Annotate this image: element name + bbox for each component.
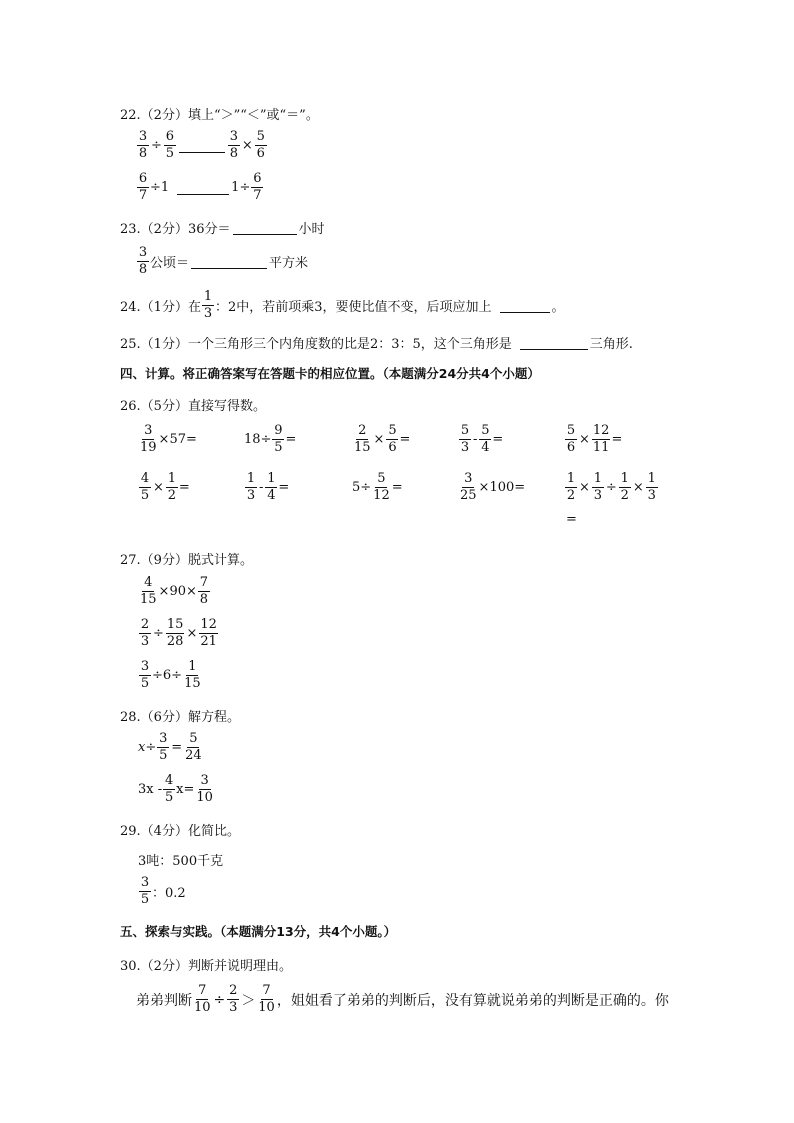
expr-text: = — [566, 512, 577, 527]
fraction: $\frac{1}{2}$ — [620, 471, 629, 503]
fraction: $\frac{3}{19}$ — [140, 423, 157, 455]
section-title-text: 四、计算。将正确答案写在答题卡的相应位置。（本题满分24分共4个小题） — [120, 366, 540, 381]
fraction: $\frac{3}{10}$ — [196, 773, 213, 805]
expr-text: x= — [176, 782, 195, 797]
expr-text: = — [399, 432, 411, 447]
expr-text: = — [285, 432, 297, 447]
fraction: $\frac{7}{10}$ — [258, 983, 275, 1015]
fraction: $\frac{9}{5}$ — [274, 423, 283, 455]
answer-blank[interactable] — [191, 255, 267, 269]
fraction: $\frac{3}{5}$ — [140, 659, 150, 691]
expr-text: ÷1 — [150, 180, 170, 195]
fraction: $\frac{1}{3}$ — [203, 289, 213, 321]
expr-text: = — [278, 480, 290, 495]
q29-row2 — [138, 876, 186, 907]
operator: - — [473, 432, 478, 447]
expr-text: x÷ — [138, 740, 157, 755]
q26-expr-7 — [244, 472, 289, 503]
operator: ÷ — [605, 480, 617, 495]
fraction: $\frac{6}{7}$ — [253, 171, 262, 203]
fraction: $\frac{5}{24}$ — [185, 731, 202, 763]
fraction: $\frac{1}{4}$ — [267, 471, 276, 503]
fraction: $\frac{2}{3}$ — [140, 617, 150, 649]
fraction: $\frac{1}{3}$ — [647, 471, 656, 503]
operator: × — [373, 432, 385, 447]
operator: ÷ — [213, 991, 226, 1008]
q26-expr-10 — [564, 472, 659, 503]
operator: = — [171, 740, 183, 755]
fraction: $\frac{6}{7}$ — [138, 171, 148, 203]
q24-text: ：2中，若前项乘3，要使比值不变，后项应加上 — [214, 300, 492, 315]
q27-header — [120, 549, 253, 568]
q27-row2 — [138, 618, 219, 649]
fraction: $\frac{3}{5}$ — [140, 875, 150, 907]
q27-row1 — [138, 576, 211, 607]
expr-text: = — [492, 432, 504, 447]
q28-header-text: 28.（6分）解方程。 — [120, 710, 240, 725]
q30-header-text: 30.（2分）判断并说明理由。 — [120, 959, 292, 974]
expr-text: 18÷ — [244, 432, 272, 447]
q24-line — [120, 290, 565, 321]
operator: ÷ — [151, 138, 162, 153]
operator: ÷ — [153, 626, 164, 641]
operator: × — [186, 626, 198, 641]
q29-header — [120, 820, 240, 839]
operator: - — [259, 480, 264, 495]
expr-text: ：0.2 — [152, 886, 186, 901]
q26-header — [120, 395, 266, 414]
fraction: $\frac{3}{8}$ — [138, 129, 148, 161]
q30-body — [136, 984, 669, 1015]
q26-expr-9 — [458, 472, 525, 503]
operator: × — [632, 480, 644, 495]
fraction: $\frac{5}{12}$ — [373, 471, 390, 503]
answer-blank[interactable] — [179, 139, 225, 153]
expr-text: 5÷ — [352, 480, 372, 495]
answer-blank[interactable] — [177, 181, 229, 195]
q22-header-text: 22.（2分）填上“＞”“＜”或“＝”。 — [120, 108, 319, 123]
fraction: $\frac{1}{15}$ — [184, 659, 201, 691]
section-title-text: 五、探索与实践。（本题满分13分，共4个小题。） — [120, 924, 397, 939]
q26-expr-5 — [564, 424, 622, 455]
q26-expr-3 — [352, 424, 410, 455]
q28-row2 — [138, 774, 215, 805]
section-four-title — [120, 364, 540, 382]
expr-text: 弟弟判断 — [136, 992, 192, 1009]
q26-expr-1 — [138, 424, 197, 455]
expr-text: 公顷＝ — [150, 256, 190, 271]
q26-header-text: 26.（5分）直接写得数。 — [120, 399, 266, 414]
q24-text: 。 — [551, 300, 565, 315]
q29-row1 — [138, 850, 223, 869]
q26-expr-8 — [352, 472, 403, 503]
answer-blank[interactable] — [500, 299, 550, 313]
q22-row1 — [136, 130, 268, 161]
fraction: $\frac{7}{10}$ — [194, 983, 211, 1015]
q23-line1 — [120, 218, 325, 237]
unit-text: 小时 — [298, 222, 325, 237]
q28-row1 — [138, 732, 204, 763]
fraction: $\frac{1}{2}$ — [167, 471, 177, 503]
q26-expr-10-equals — [566, 512, 577, 527]
q23-line2 — [136, 246, 308, 277]
fraction: $\frac{5}{6}$ — [388, 423, 397, 455]
q25-text: 25.（1分）一个三角形三个内角度数的比是2：3：5，这个三角形是 — [120, 337, 512, 352]
operator: × — [579, 432, 590, 447]
fraction: $\frac{4}{15}$ — [140, 575, 157, 607]
operator: × — [153, 480, 164, 495]
q28-header — [120, 706, 240, 725]
q22-header — [120, 104, 319, 123]
operator: ＞ — [241, 992, 256, 1009]
answer-blank[interactable] — [520, 336, 588, 350]
expr-text: ÷6÷ — [152, 668, 183, 683]
fraction: $\frac{5}{4}$ — [481, 423, 490, 455]
fraction: $\frac{7}{8}$ — [199, 575, 209, 607]
fraction: $\frac{15}{28}$ — [166, 617, 184, 649]
unit-text: 平方米 — [269, 256, 309, 271]
fraction: $\frac{4}{5}$ — [140, 471, 150, 503]
fraction: $\frac{4}{5}$ — [165, 773, 174, 805]
fraction: $\frac{1}{3}$ — [593, 471, 603, 503]
expr-text: = — [178, 480, 190, 495]
q22-row2 — [136, 172, 264, 203]
expr-text: 3x - — [138, 782, 163, 797]
expr-text: 1÷ — [231, 180, 251, 195]
fraction: $\frac{3}{8}$ — [229, 129, 239, 161]
fraction: $\frac{3}{25}$ — [460, 471, 477, 503]
fraction: $\frac{2}{3}$ — [229, 983, 238, 1015]
ratio-text: 3吨：500千克 — [138, 854, 224, 869]
q27-header-text: 27.（9分）脱式计算。 — [120, 553, 253, 568]
expr-text: = — [611, 432, 623, 447]
fraction: $\frac{12}{21}$ — [200, 617, 217, 649]
expr-text: ×90× — [158, 584, 197, 599]
expr-text: ，姐姐看了弟弟的判断后，没有算就说弟弟的判断是正确的。你 — [276, 992, 669, 1009]
expr-text: = — [391, 480, 403, 495]
q26-expr-6 — [138, 472, 190, 503]
q25-line — [120, 333, 633, 352]
fraction: $\frac{1}{3}$ — [246, 471, 256, 503]
q24-text: 24.（1分）在 — [120, 300, 201, 315]
operator: × — [579, 480, 590, 495]
q29-header-text: 29.（4分）化简比。 — [120, 824, 240, 839]
expr-text: ×100= — [478, 480, 526, 495]
fraction: $\frac{5}{6}$ — [566, 423, 576, 455]
fraction: $\frac{5}{6}$ — [256, 129, 265, 161]
q26-expr-4 — [458, 424, 503, 455]
fraction: $\frac{3}{8}$ — [138, 245, 148, 277]
fraction: $\frac{12}{11}$ — [592, 423, 610, 455]
fraction: $\frac{3}{5}$ — [159, 731, 168, 763]
fraction: $\frac{6}{5}$ — [165, 129, 175, 161]
section-five-title — [120, 922, 396, 940]
q30-header — [120, 955, 292, 974]
q26-expr-2 — [244, 424, 296, 455]
fraction: $\frac{5}{3}$ — [460, 423, 470, 455]
q25-text: 三角形. — [589, 337, 633, 352]
fraction: $\frac{1}{2}$ — [566, 471, 576, 503]
answer-blank[interactable] — [233, 221, 297, 235]
q23-header-text: 23.（2分）36分＝ — [120, 222, 231, 237]
expr-text: ×57= — [158, 432, 197, 447]
q27-row3 — [138, 660, 203, 691]
fraction: $\frac{2}{15}$ — [354, 423, 371, 455]
operator: × — [241, 138, 253, 153]
